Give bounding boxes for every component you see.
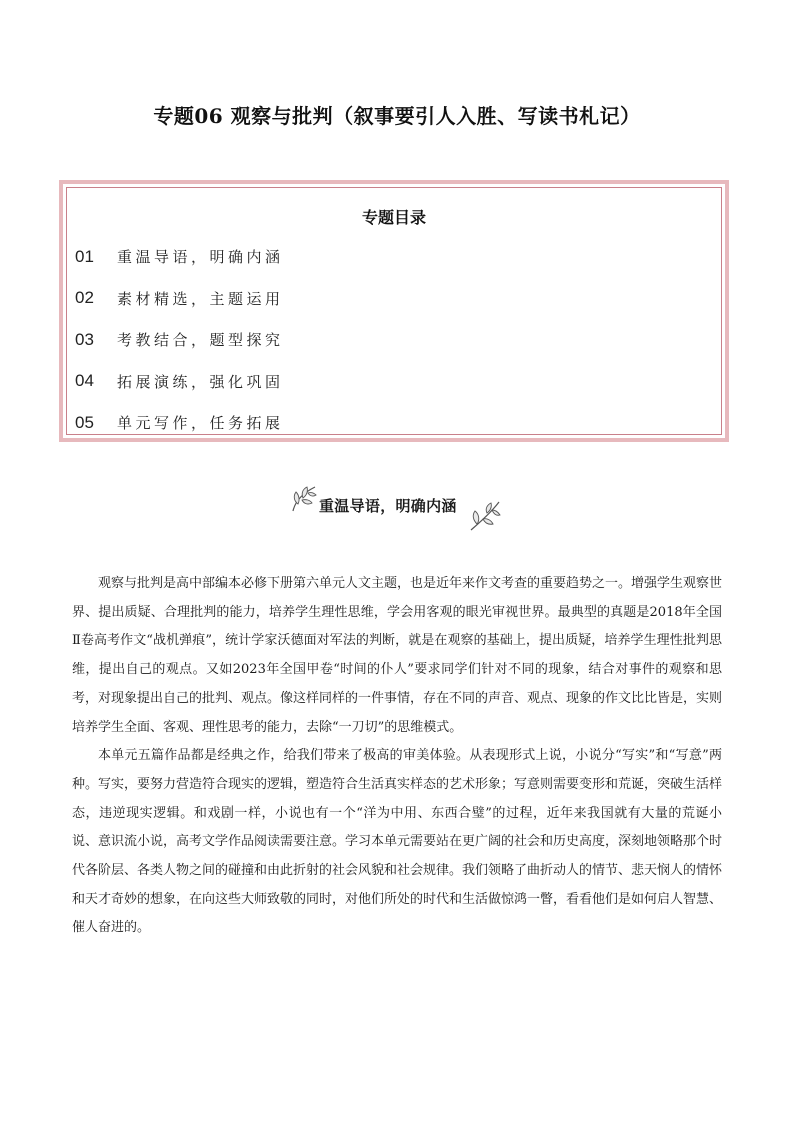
toc-inner-frame <box>66 187 722 435</box>
body-text <box>72 570 722 943</box>
toc-item[interactable] <box>75 402 284 444</box>
toc-heading: 专题目录 <box>361 208 426 227</box>
toc-item-label: 素材精选，主题运用 <box>117 289 284 308</box>
paragraph: 本单元五篇作品都是经典之作，给我们带来了极高的审美体验。从表现形式上说，小说分“写实”和“写意”两种。写实，要努力营造符合现实的逻辑，塑造符合生活真实样态的艺术形象；写意则需要变形和荒诞，突破生活样态，违逆现实逻辑。和戏剧一样，小说也有一个“洋为中用、东西合璧”的过程，近年来我国就有大量的荒诞小说、意识流小说，高考文学作品阅读需要注意。学习本单元需要站在更广阔的社会和历史高度，深刻地领略那个时代各阶层、各类人物之间的碰撞和由此折射的社会风貌和社会规律。我们领略了曲折动人的情节、悲天悯人的情怀和天才奇妙的想象，在向这些大师致敬的同时，对他们所处的时代和生活做惊鸿一瞥，看看他们是如何启人智慧、催人奋进的。 <box>72 748 723 936</box>
section-banner <box>287 480 507 532</box>
toc-item-number: 04 <box>75 371 94 391</box>
toc-item-label: 单元写作，任务拓展 <box>117 414 284 433</box>
toc-item[interactable] <box>75 361 284 403</box>
leaf-ornament-icon <box>467 500 503 532</box>
page-title: 专题06 观察与批判（叙事要引人入胜、写读书札记） <box>153 104 641 128</box>
toc-item-number: 01 <box>75 246 94 266</box>
paragraph: 观察与批判是高中部编本必修下册第六单元人文主题，也是近年来作文考查的重要趋势之一。增强学生观察世界、提出质疑、合理批判的能力，培养学生理性思维，学会用客观的眼光审视世界。最典型的真题是2018年全国Ⅱ卷高考作文“战机弹痕”，统计学家沃德面对军法的判断，就是在观察的基础上，提出质疑，培养学生理性批判思维，提出自己的观点。又如2023年全国甲卷“时间的仆人”要求同学们针对不同的现象，结合对事件的观察和思考，对现象提出自己的批判、观点。像这样同样的一件事情，存在不同的声音、观点、现象的作文比比皆是，实则培养学生全面、客观、理性思考的能力，去除“一刀切”的思维模式。 <box>72 576 723 735</box>
section-title: 重温导语，明确内涵 <box>319 497 457 515</box>
table-of-contents <box>59 180 729 442</box>
toc-item[interactable] <box>75 319 284 361</box>
toc-item-number: 03 <box>75 329 94 349</box>
toc-item-label: 考教结合，题型探究 <box>117 331 284 350</box>
toc-item[interactable] <box>75 278 284 320</box>
toc-item-number: 05 <box>75 412 94 432</box>
toc-list <box>75 236 284 444</box>
toc-item-label: 拓展演练，强化巩固 <box>117 372 284 391</box>
toc-item-label: 重温导语，明确内涵 <box>117 248 284 267</box>
toc-item[interactable] <box>75 236 284 278</box>
leaf-ornament-icon <box>289 484 319 514</box>
toc-item-number: 02 <box>75 288 94 308</box>
